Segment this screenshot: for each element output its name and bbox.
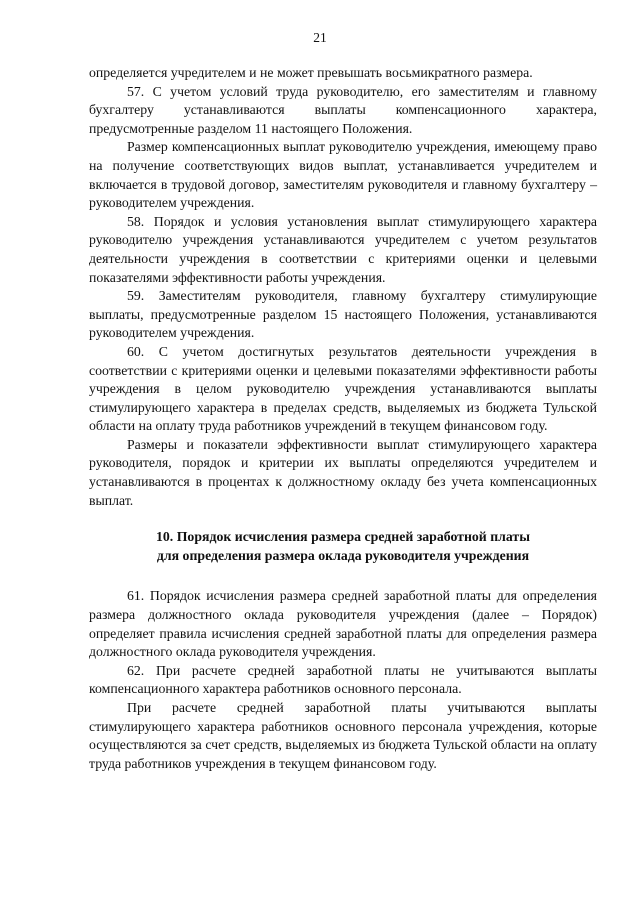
section-heading-line-1: 10. Порядок исчисления размера средней заработной платы — [156, 529, 530, 545]
paragraph-compensation-size: Размер компенсационных выплат руководителю учреждения, имеющему право на получение соответствующих видов выплат, устанавливается учредителем и включается в трудовой договор, заместителям руководителя и главному бухгалтеру – руководителем учреждения. — [89, 139, 597, 211]
paragraph-incentive-sizes: Размеры и показатели эффективности выплат стимулирующего характера руководителя, порядок и критерии их выплаты определяются учредителем и устанавливаются в процентах к должностному окладу без учета компенсационных выплат. — [89, 436, 597, 508]
paragraph-59: 59. Заместителям руководителя, главному бухгалтеру стимулирующие выплаты, предусмотренные разделом 15 настоящего Положения, устанавливаются руководителем учреждения. — [89, 288, 597, 341]
paragraph-continuation: определяется учредителем и не может превышать восьмикратного размера. — [89, 65, 533, 80]
paragraph-57: 57. С учетом условий труда руководителю, его заместителям и главному бухгалтеру устанавливаются выплаты компенсационного характера, предусмотренные разделом 11 настоящего Положения. — [89, 83, 597, 136]
paragraph-58: 58. Порядок и условия установления выплат стимулирующего характера руководителю учреждения устанавливаются учредителем с учетом результатов деятельности учреждения в соответствии с критериями оценки и целевыми показателями эффективности работы учреждения. — [89, 213, 597, 285]
section-heading — [89, 528, 597, 565]
paragraph-61: 61. Порядок исчисления размера средней заработной платы для определения размера должностного оклада руководителя учреждения (далее – Порядок) определяет правила исчисления средней заработной платы для определения размера должностного оклада руководителя учреждения. — [89, 588, 597, 660]
paragraph-incentive-calculation: При расчете средней заработной платы учитываются выплаты стимулирующего характера работников основного персонала учреждения, которые осуществляются за счет средств, выделяемых из бюджета Тульской области на оплату труда работников учреждения в текущем финансовом году. — [89, 700, 597, 771]
page-number: 21 — [313, 30, 327, 45]
paragraph-60: 60. С учетом достигнутых результатов деятельности учреждения в соответствии с критериями оценки и целевыми показателями эффективности работы учреждения в целом руководителю учреждения устанавливаются выплаты стимулирующего характера в пределах средств, выделяемых из бюджета Тульской области на оплату труда работников учреждений в текущем финансовом году. — [89, 343, 597, 434]
document-body — [89, 64, 597, 773]
paragraph-62: 62. При расчете средней заработной платы не учитываются выплаты компенсационного характера работников основного персонала. — [89, 662, 597, 697]
section-heading-line-2: для определения размера оклада руководителя учреждения — [156, 547, 530, 563]
